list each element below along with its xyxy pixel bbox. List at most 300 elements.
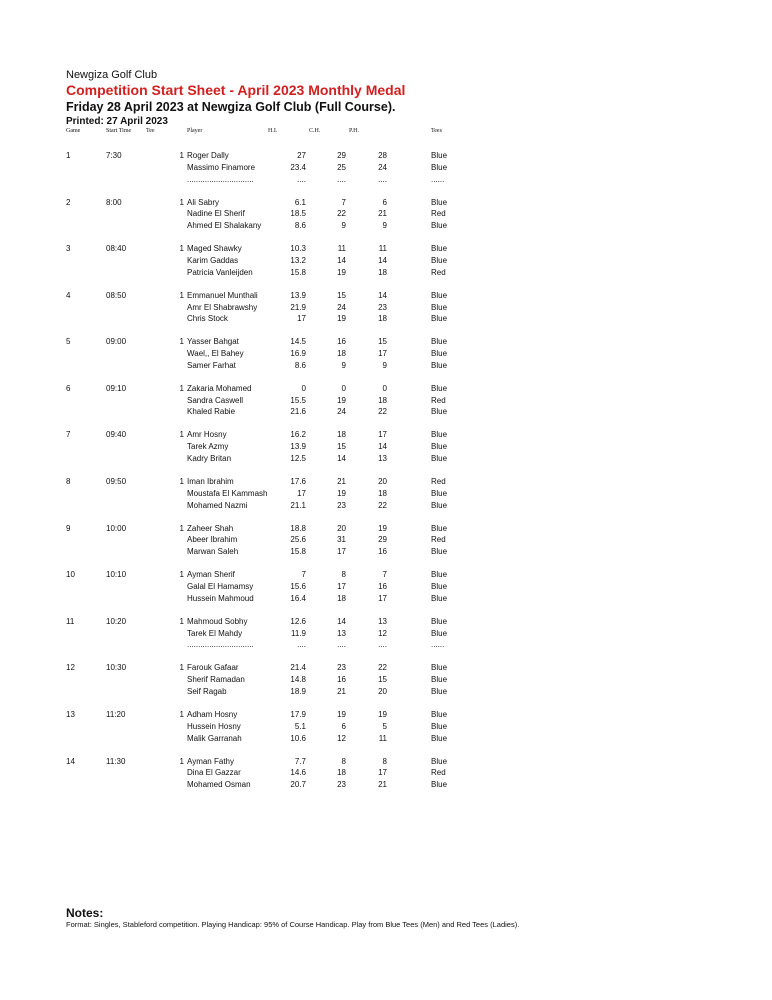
course-handicap: 16 [337, 337, 346, 347]
table-row [0, 441, 772, 453]
handicap-index: 15.8 [290, 547, 306, 557]
playing-handicap: 22 [378, 500, 387, 510]
table-row [0, 733, 772, 745]
table-row [0, 616, 772, 628]
table-row [0, 208, 772, 220]
tee-number: 1 [179, 570, 184, 580]
notes-title: Notes: [66, 906, 104, 920]
col-ph-header: P.H. [349, 128, 360, 134]
table-row [0, 523, 772, 535]
col-ch-header: C.H. [309, 128, 321, 134]
playing-handicap: 22 [378, 663, 387, 673]
event-subtitle: Friday 28 April 2023 at Newgiza Golf Club (Full Course). [66, 100, 396, 114]
course-handicap: .... [337, 174, 346, 184]
tees-color: Blue [431, 337, 448, 347]
course-handicap: 31 [337, 535, 346, 545]
handicap-index: 6.1 [294, 197, 306, 207]
player-name: Iman Ibrahim [187, 477, 234, 487]
playing-handicap: 18 [378, 395, 387, 405]
table-row [0, 348, 772, 360]
tees-color: Blue [431, 523, 448, 533]
playing-handicap: 17 [378, 430, 387, 440]
playing-handicap: 15 [378, 675, 387, 685]
tees-color: Blue [431, 733, 448, 743]
handicap-index: 8.6 [294, 221, 306, 231]
playing-handicap: 15 [378, 337, 387, 347]
col-tee-header: Tee [146, 128, 155, 134]
player-name: Hussein Hosny [187, 721, 241, 731]
handicap-index: .... [297, 174, 306, 184]
player-name: Samer Farhat [187, 360, 236, 370]
playing-handicap: 7 [382, 570, 387, 580]
playing-handicap: 17 [378, 768, 387, 778]
table-row [0, 197, 772, 209]
tee-number: 1 [179, 616, 184, 626]
table-row [0, 569, 772, 581]
player-name: Seif Ragab [187, 686, 227, 696]
tee-number: 1 [179, 477, 184, 487]
game-group [0, 756, 772, 791]
playing-handicap: 9 [382, 221, 387, 231]
game-number: 8 [66, 477, 71, 487]
player-name: Ahmed El Shalakany [187, 221, 262, 231]
course-handicap: 11 [337, 244, 346, 254]
playing-handicap: 13 [378, 616, 387, 626]
player-name: Sherif Ramadan [187, 675, 245, 685]
course-handicap: 23 [337, 500, 346, 510]
playing-handicap: 16 [378, 582, 387, 591]
game-group [0, 616, 772, 651]
handicap-index: 13.9 [290, 290, 306, 300]
table-row [0, 383, 772, 395]
playing-handicap: 28 [378, 151, 387, 160]
table-row [0, 453, 772, 465]
playing-handicap: 18 [378, 314, 387, 324]
tees-color: Blue [431, 221, 448, 231]
table-row [0, 395, 772, 407]
handicap-index: 12.5 [290, 454, 306, 464]
course-handicap: 16 [337, 675, 346, 685]
course-handicap: 25 [337, 162, 346, 172]
game-group [0, 709, 772, 744]
tees-color: Red [431, 477, 446, 487]
table-row [0, 534, 772, 546]
player-name: Amr Hosny [187, 430, 227, 440]
game-number: 4 [66, 290, 71, 300]
tees-color: Blue [431, 628, 448, 638]
handicap-index: 10.3 [290, 244, 306, 254]
playing-handicap: 6 [382, 197, 387, 207]
tees-color: Blue [431, 290, 448, 300]
course-handicap: 14 [337, 616, 346, 626]
course-handicap: 21 [337, 477, 346, 487]
table-row [0, 476, 772, 488]
player-name: Emmanuel Munthali [187, 290, 258, 300]
playing-handicap: 13 [378, 454, 387, 464]
game-group [0, 243, 772, 278]
tees-color: ...... [431, 640, 445, 650]
playing-handicap: 29 [378, 535, 387, 545]
player-name: Patricia Vanleijden [187, 267, 253, 277]
notes-text: Format: Singles, Stableford competition. Playing Handicap: 95% of Course Handicap. Play from Blue Tees (Men) and Red Tees (Ladies). [66, 920, 520, 929]
course-handicap: 18 [337, 349, 346, 359]
player-name: Zakaria Mohamed [187, 383, 252, 393]
game-group [0, 150, 772, 185]
course-handicap: 18 [337, 430, 346, 440]
table-row [0, 302, 772, 314]
playing-handicap: 22 [378, 407, 387, 417]
playing-handicap: 14 [378, 290, 387, 300]
tee-number: 1 [179, 290, 184, 300]
playing-handicap: 16 [378, 547, 387, 557]
tee-number: 1 [179, 383, 184, 393]
game-group [0, 429, 772, 464]
course-handicap: 19 [337, 395, 346, 405]
handicap-index: 20.7 [290, 780, 306, 790]
player-name: Nadine El Sherif [187, 209, 245, 219]
start-time: 8:00 [106, 197, 122, 207]
player-name: Hussein Mahmoud [187, 593, 254, 603]
handicap-index: 14.6 [290, 768, 306, 778]
player-name: Chris Stock [187, 314, 228, 324]
col-start-time-header: Start Time [106, 128, 132, 134]
playing-handicap: 11 [378, 733, 387, 743]
playing-handicap: 19 [378, 523, 387, 533]
tees-color: Blue [431, 151, 448, 160]
player-name: Galal El Hamamsy [187, 582, 254, 591]
handicap-index: 5.1 [294, 721, 306, 731]
playing-handicap: .... [378, 640, 387, 650]
playing-handicap: 18 [378, 488, 387, 498]
playing-handicap: 14 [378, 442, 387, 452]
start-time: 09:40 [106, 430, 127, 440]
course-handicap: 18 [337, 593, 346, 603]
game-number: 5 [66, 337, 71, 347]
table-row [0, 546, 772, 558]
game-number: 13 [66, 709, 75, 719]
player-name: Mohamed Osman [187, 780, 251, 790]
player-name: Zaheer Shah [187, 523, 234, 533]
start-time: 08:40 [106, 244, 127, 254]
game-number: 6 [66, 383, 71, 393]
game-group [0, 523, 772, 558]
handicap-index: 21.4 [290, 663, 306, 673]
tee-number: 1 [179, 244, 184, 254]
col-hi-header: H.I. [268, 128, 278, 134]
game-group [0, 476, 772, 511]
tees-color: ...... [431, 174, 445, 184]
tees-color: Red [431, 768, 446, 778]
course-handicap: 12 [337, 733, 346, 743]
table-row [0, 150, 772, 162]
player-name: Farouk Gafaar [187, 663, 239, 673]
tees-color: Blue [431, 500, 448, 510]
tees-color: Blue [431, 255, 448, 265]
col-game-header: Game [66, 128, 81, 134]
tees-color: Blue [431, 349, 448, 359]
tees-color: Blue [431, 547, 448, 557]
col-player-header: Player [187, 128, 203, 134]
course-handicap: 17 [337, 582, 346, 591]
tees-color: Blue [431, 593, 448, 603]
handicap-index: 10.6 [290, 733, 306, 743]
tee-number: 1 [179, 709, 184, 719]
playing-handicap: 17 [378, 349, 387, 359]
handicap-index: 18.5 [290, 209, 306, 219]
table-row [0, 267, 772, 279]
playing-handicap: 14 [378, 255, 387, 265]
playing-handicap: 24 [378, 162, 387, 172]
handicap-index: 7 [301, 570, 306, 580]
course-handicap: 14 [337, 255, 346, 265]
handicap-index: 15.5 [290, 395, 306, 405]
tee-number: 1 [179, 430, 184, 440]
course-handicap: 24 [337, 302, 346, 312]
table-row [0, 488, 772, 500]
playing-handicap: 20 [378, 686, 387, 696]
table-row [0, 174, 772, 186]
tees-color: Blue [431, 675, 448, 685]
course-handicap: 8 [341, 756, 346, 766]
course-handicap: 19 [337, 488, 346, 498]
handicap-index: 15.8 [290, 267, 306, 277]
course-handicap: 7 [341, 197, 346, 207]
table-row [0, 581, 772, 593]
playing-handicap: 17 [378, 593, 387, 603]
course-handicap: 8 [341, 570, 346, 580]
handicap-index: 21.1 [290, 500, 306, 510]
handicap-index: 18.9 [290, 686, 306, 696]
start-time: 09:10 [106, 383, 127, 393]
player-name: Wael,, El Bahey [187, 349, 244, 359]
tee-number: 1 [179, 756, 184, 766]
notes-section [66, 906, 519, 930]
handicap-index: 0 [301, 383, 306, 393]
tees-color: Blue [431, 360, 448, 370]
handicap-index: .... [297, 640, 306, 650]
game-number: 2 [66, 197, 71, 207]
playing-handicap: 5 [382, 721, 387, 731]
course-handicap: 9 [341, 360, 346, 370]
handicap-index: 17 [297, 314, 306, 324]
tee-number: 1 [179, 197, 184, 207]
table-row [0, 429, 772, 441]
table-row [0, 162, 772, 174]
handicap-index: 17 [297, 488, 306, 498]
table-row [0, 674, 772, 686]
handicap-index: 13.9 [290, 442, 306, 452]
playing-handicap: 12 [378, 628, 387, 638]
course-handicap: 19 [337, 267, 346, 277]
playing-handicap: 21 [378, 780, 387, 790]
handicap-index: 8.6 [294, 360, 306, 370]
playing-handicap: 20 [378, 477, 387, 487]
playing-handicap: 18 [378, 267, 387, 277]
tees-color: Blue [431, 488, 448, 498]
handicap-index: 13.2 [290, 255, 306, 265]
tees-color: Blue [431, 616, 448, 626]
player-name: Ali Sabry [187, 197, 220, 207]
column-headers [0, 128, 772, 138]
start-time: 08:50 [106, 290, 127, 300]
handicap-index: 14.8 [290, 675, 306, 685]
course-handicap: 6 [341, 721, 346, 731]
tees-color: Blue [431, 709, 448, 719]
table-row [0, 360, 772, 372]
start-time: 10:10 [106, 570, 127, 580]
playing-handicap: 21 [378, 209, 387, 219]
player-name: Tarek El Mahdy [187, 628, 243, 638]
player-name: Adham Hosny [187, 709, 238, 719]
course-handicap: 21 [337, 686, 346, 696]
handicap-index: 14.5 [290, 337, 306, 347]
game-number: 10 [66, 570, 75, 580]
start-time: 11:20 [106, 709, 126, 719]
table-row [0, 767, 772, 779]
page-title: Competition Start Sheet - April 2023 Monthly Medal [66, 82, 406, 98]
col-tees-header: Tees [431, 128, 442, 134]
start-time: 10:20 [106, 616, 127, 626]
player-name: Kadry Britan [187, 454, 232, 464]
table-row [0, 255, 772, 267]
start-time: 10:00 [106, 523, 127, 533]
player-name: Massimo Finamore [187, 162, 256, 172]
player-name: Tarek Azmy [187, 442, 229, 452]
course-handicap: 13 [337, 628, 346, 638]
course-handicap: 14 [337, 454, 346, 464]
tees-color: Blue [431, 442, 448, 452]
table-row [0, 593, 772, 605]
course-handicap: 18 [337, 768, 346, 778]
playing-handicap: 0 [382, 383, 387, 393]
player-name: Mahmoud Sobhy [187, 616, 248, 626]
game-number: 3 [66, 244, 71, 254]
player-name: .............................. [187, 174, 254, 184]
handicap-index: 18.8 [290, 523, 306, 533]
start-time: 11:30 [106, 756, 126, 766]
tees-color: Red [431, 209, 446, 219]
handicap-index: 25.6 [290, 535, 306, 545]
player-name: Moustafa El Kammash [187, 488, 267, 498]
course-handicap: 0 [341, 383, 346, 393]
course-handicap: 17 [337, 547, 346, 557]
tees-color: Blue [431, 780, 448, 790]
playing-handicap: 9 [382, 360, 387, 370]
handicap-index: 7.7 [294, 756, 306, 766]
start-time: 09:00 [106, 337, 127, 347]
tee-number: 1 [179, 663, 184, 673]
handicap-index: 17.6 [290, 477, 306, 487]
course-handicap: 24 [337, 407, 346, 417]
course-handicap: 15 [337, 442, 346, 452]
tees-color: Blue [431, 430, 448, 440]
table-row [0, 336, 772, 348]
course-handicap: 15 [337, 290, 346, 300]
game-number: 9 [66, 523, 71, 533]
tees-color: Blue [431, 686, 448, 696]
handicap-index: 16.2 [290, 430, 306, 440]
player-name: Roger Dally [187, 151, 229, 160]
handicap-index: 21.9 [290, 302, 306, 312]
table-row [0, 406, 772, 418]
player-name: Marwan Saleh [187, 547, 239, 557]
tees-color: Blue [431, 721, 448, 731]
handicap-index: 21.6 [290, 407, 306, 417]
handicap-index: 11.9 [291, 628, 306, 638]
playing-handicap: .... [378, 174, 387, 184]
course-handicap: 29 [337, 151, 346, 160]
course-handicap: 19 [337, 314, 346, 324]
table-row [0, 500, 772, 512]
tee-number: 1 [179, 337, 184, 347]
tee-number: 1 [179, 523, 184, 533]
table-row [0, 243, 772, 255]
player-name: Dina El Gazzar [187, 768, 241, 778]
table-row [0, 662, 772, 674]
printed-date: Printed: 27 April 2023 [66, 116, 168, 127]
game-number: 11 [66, 616, 75, 626]
player-name: Sandra Caswell [187, 395, 244, 405]
tees-color: Blue [431, 454, 448, 464]
table-row [0, 709, 772, 721]
player-name: Maged Shawky [187, 244, 242, 254]
tees-color: Blue [431, 244, 448, 254]
course-handicap: 23 [337, 663, 346, 673]
game-group [0, 569, 772, 604]
tees-color: Blue [431, 383, 448, 393]
game-group [0, 197, 772, 232]
player-name: Ayman Sherif [187, 570, 235, 580]
game-group [0, 383, 772, 418]
game-number: 12 [66, 663, 75, 673]
table-row [0, 756, 772, 768]
course-handicap: .... [337, 640, 346, 650]
player-name: Khaled Rabie [187, 407, 236, 417]
table-row [0, 628, 772, 640]
playing-handicap: 19 [378, 709, 387, 719]
handicap-index: 17.9 [290, 709, 306, 719]
player-name: .............................. [187, 640, 254, 650]
handicap-index: 16.4 [290, 593, 306, 603]
playing-handicap: 8 [382, 756, 387, 766]
playing-handicap: 23 [378, 302, 387, 312]
game-number: 1 [66, 151, 71, 160]
course-handicap: 23 [337, 780, 346, 790]
course-handicap: 19 [337, 709, 346, 719]
tee-number: 1 [179, 151, 184, 160]
tees-color: Blue [431, 570, 448, 580]
tees-color: Blue [431, 582, 448, 591]
course-handicap: 22 [337, 209, 346, 219]
course-handicap: 20 [337, 523, 346, 533]
game-group [0, 662, 772, 697]
player-name: Malik Garranah [187, 733, 242, 743]
game-number: 14 [66, 756, 75, 766]
tees-color: Blue [431, 663, 448, 673]
table-row [0, 686, 772, 698]
table-row [0, 721, 772, 733]
table-row [0, 639, 772, 651]
course-handicap: 9 [341, 221, 346, 231]
handicap-index: 12.6 [290, 616, 306, 626]
start-time: 09:50 [106, 477, 127, 487]
player-name: Amr El Shabrawshy [187, 302, 258, 312]
handicap-index: 27 [297, 151, 306, 160]
handicap-index: 15.6 [290, 582, 306, 591]
table-row [0, 290, 772, 302]
start-time: 10:30 [106, 663, 127, 673]
table-row [0, 220, 772, 232]
